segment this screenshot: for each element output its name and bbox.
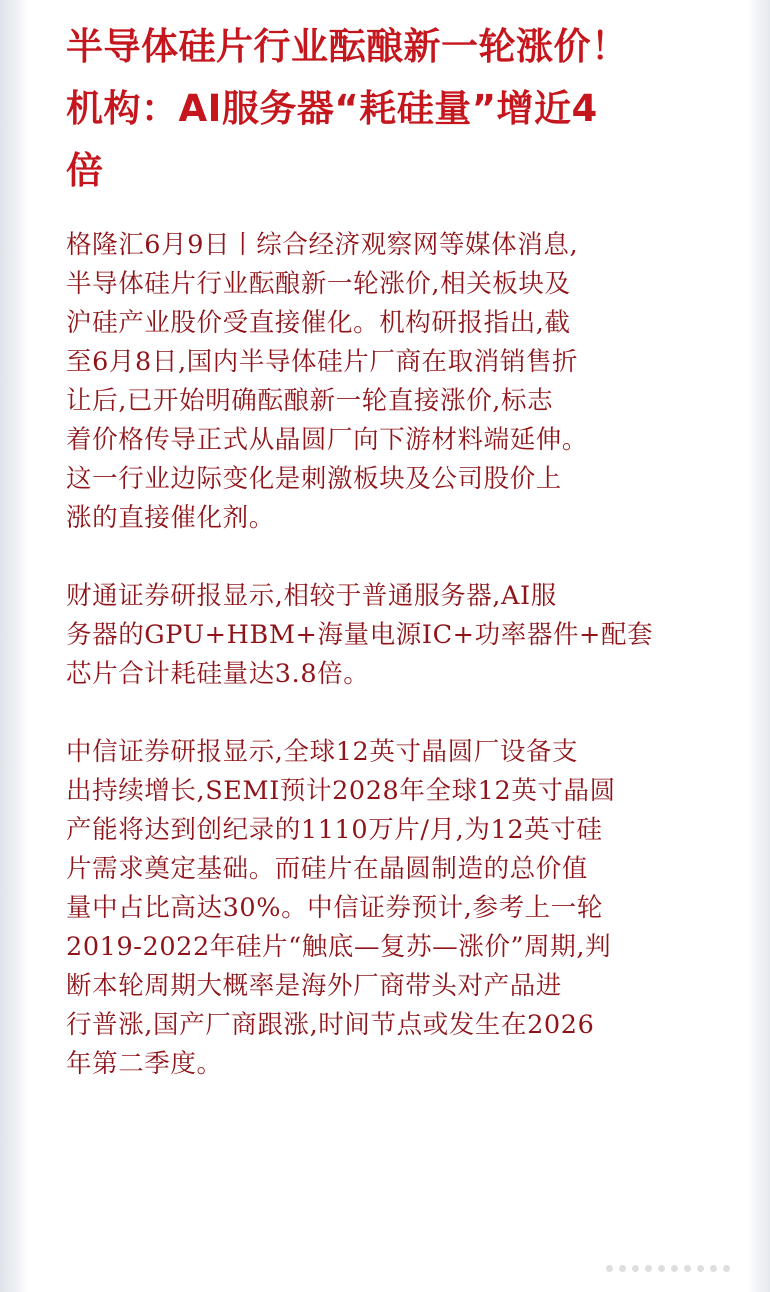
text-line: 出持续增长,SEMI预计2028年全球12英寸晶圆	[66, 776, 616, 806]
text-line: 芯片合计耗硅量达3.8倍。	[66, 659, 370, 689]
text-line: 断本轮周期大概率是海外厂商带头对产品进	[66, 971, 562, 1001]
title-line: 倍	[66, 149, 104, 192]
text-line: 涨的直接催化剂。	[66, 503, 275, 533]
text-line: 沪硅产业股价受直接催化。机构研报指出,截	[66, 308, 571, 338]
article	[66, 16, 726, 1084]
paragraph-citic	[66, 733, 726, 1084]
text-line: 年第二季度。	[66, 1049, 223, 1079]
text-line: 至6月8日,国内半导体硅片厂商在取消销售折	[66, 347, 579, 377]
watermark-dots	[606, 1265, 730, 1272]
text-line: 让后,已开始明确酝酿新一轮直接涨价,标志	[66, 386, 554, 416]
text-line: 这一行业边际变化是刺激板块及公司股价上	[66, 464, 562, 494]
text-line: 中信证券研报显示,全球12英寸晶圆厂设备支	[66, 737, 579, 767]
text-line: 着价格传导正式从晶圆厂向下游材料端延伸。	[66, 425, 589, 455]
text-line: 产能将达到创纪录的1110万片/月,为12英寸硅	[66, 815, 603, 845]
paragraph-intro	[66, 226, 726, 538]
text-line: 行普涨,国产厂商跟涨,时间节点或发生在2026	[66, 1010, 595, 1040]
article-title	[66, 16, 726, 202]
page-right-shadow	[748, 0, 770, 1292]
text-line: 格隆汇6月9日丨综合经济观察网等媒体消息,	[66, 230, 579, 260]
paragraph-caitong	[66, 577, 726, 694]
title-line: 半导体硅片行业酝酿新一轮涨价！	[66, 25, 629, 68]
text-line: 半导体硅片行业酝酿新一轮涨价,相关板块及	[66, 269, 571, 299]
page-left-shadow	[0, 0, 28, 1292]
text-line: 财通证券研报显示,相较于普通服务器,AI服	[66, 581, 557, 611]
text-line: 务器的GPU+HBM+海量电源IC+功率器件+配套	[66, 620, 654, 650]
text-line: 量中占比高达30%。中信证券预计,参考上一轮	[66, 893, 603, 923]
text-line: 片需求奠定基础。而硅片在晶圆制造的总价值	[66, 854, 589, 884]
title-line: 机构：AI服务器“耗硅量”增近4	[66, 87, 598, 130]
text-line: 2019-2022年硅片“触底—复苏—涨价”周期,判	[66, 932, 612, 962]
